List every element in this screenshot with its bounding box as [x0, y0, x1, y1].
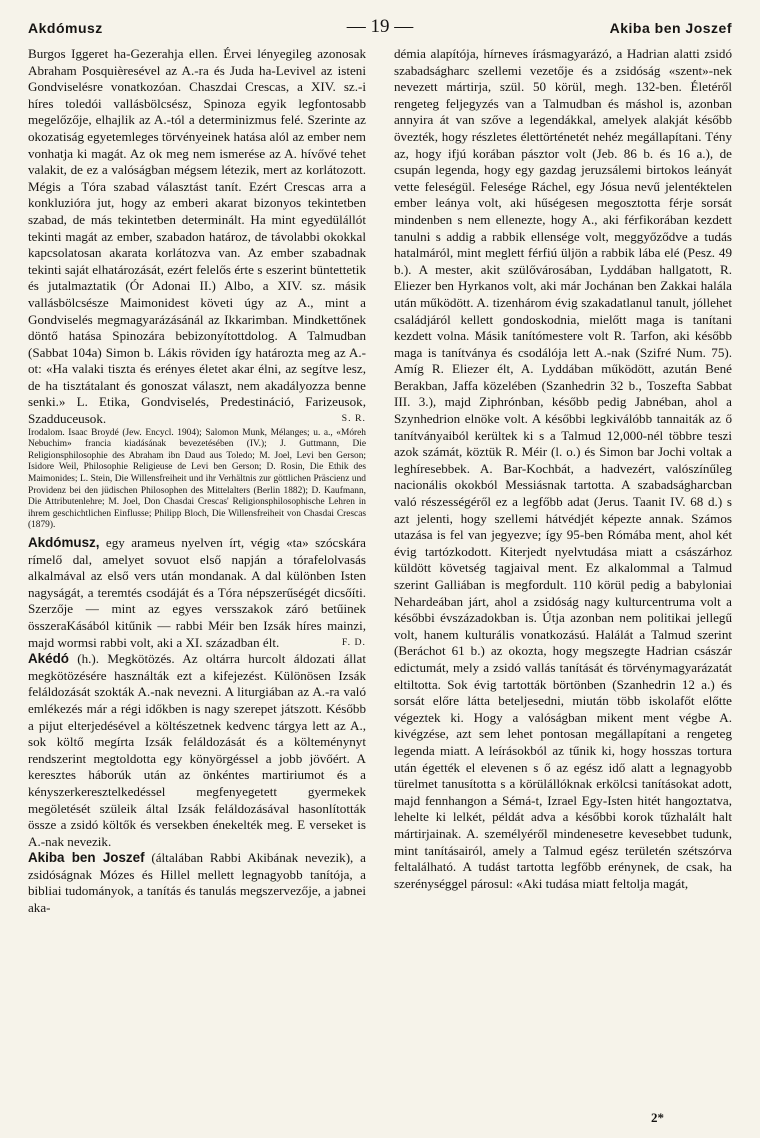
entry-akedo — [28, 651, 366, 850]
right-column — [394, 46, 732, 892]
entry-headword: Akiba ben Joszef — [28, 850, 145, 866]
page-number: — 19 — — [346, 16, 414, 37]
author-signature: F. D. — [341, 636, 366, 648]
printer-signature-mark: 2* — [651, 1110, 664, 1125]
entry-text: (h.). Megkötözés. Az oltárra hurcolt áldozati állat megkötözésére használták ezt a kifejezést. Különösen Izsák feláldozását szokták A.-nak nevezni. A liturgiában az A.-ra való emlékezés már a régi időkben is nagy szerepet játszott. Később a pijut elterjedésével a költészetnek kedvenc tárgya lett az A., sok költő megírta Izsák feláldozását és a költeménynyt rendszerint megtoldotta egy könyörgéssel a jobb jövőért. A keresztes háborúk után az önkéntes martiriumot és a kényszerkeresztelkedéssel megfenyegetett gyermekek megöletését szüleik által Izsák feláldozásával hasonlították össze a zsidó költők és versekben énekelték meg. E verseket is A.-nak nevezik. — [28, 651, 366, 849]
entry-akiba-continued: démia alapítója, hírneves írásmagyarázó, a Hadrian alatti zsidó szabadságharc szellemi vezetője és a zsidóság «szent»-nek nevezett mártirja, szül. 50 körül, megh. 132-ben. Életéről rengeteg feljegyzés van a Talmudban és máshol is, azonban annyira át van szőve a legendákkal, amelyek alakját később övezték, hogy részletes élettörténetét nehéz megállapítani. Tény az, hogy ifjú korában pásztor volt (Jeb. 86 b. és 16 a.), de csupán legenda, hogy egy gazdag jeruzsálemi birtokos leányát vette feleségül. Felesége Ráchel, egy Jósua nevű jelentéktelen ember leánya volt, aki hűségesen megosztotta férje sorsát mindenben s nem ellenezte, hogy A., aki férfikorában kezdett tanulni s addig a rabbik ellensége volt, meggyőződve a tudás hatalmáról, mint meglett férfiú üljön a rabbik lába elé (Pesz. 49 b.). A mester, akit szülővárosában, Lyddában hallgatott, R. Eliezer ben Hyrkanos volt, aki már Jochánan ben Zakkai halála után működött. A. tizenhárom évig szakadatlanul tanult, jóllehet családjáról kellett gondoskodnia, mielőtt maga is tanítani kezdett volna. Másik tanítómestere volt R. Tarfon, aki később maga is tanítványa és csodálója lett A.-nak (Szifré Num. 75). Amíg R. Eliezer élt, A. Lyddában működött, azután Bené Berakban, Jaffa közelében (Szanhedrin 32 b., Toszefta Sabbat III. 3.), majd Ziphrónban, később pedig Jabnéban, ahol a Szynhedrion elnöke volt. A későbbi legkiválóbb tannaiták az ő tanítványaiból kerültek ki s a Talmud 12,000-nél többre teszi azok számát, köztük R. Méir (l. o.) és Simon bar Jochi voltak a leghíresebbek. A. Bar-Kochbát, a hadvezért, valószínűleg nacionális okokból Messiásnak tartotta. A szabadságharcban való részességéről ez a legfőbb adat (Jerus. Taanit IV. 68 d.) s azt jelenti, hogy szellemi hátvédjét képezte annak. Számos utazása is fel van jegyezve; így 95-ben Rómába ment, ahol két évig tartózkodott. Kiterjedt nyelvtudása miatt a császárhoz küldött követség tagjaival ment. Ez alkalommal a Talmud szerint Galliában is megfordult. 110 körül pedig a babyloniai Nehardeában járt, ahol a zsidóság nagy kulturcentruma volt a későbbi évszázadokban is. Útja azonban nem politikai jellegű volt, hanem kulturális vonatkozású. Halálát a Talmud szerint (Beráchot 61 b.) az okozta, hogy megszegte Hadrian császár edictumát, mely a zsidó vallás tanítását és törvénymagyarázatát eltiltotta. Sok évig tartották börtönben (Szanhedrin 12 a.) és sorsát előre látta beteljesedni, miután több iskolafőt előtte végeztek ki. Hogy a valóságban mikent ment végbe A. kivégzése, azt sem lehet pontosan megállapítani a rengeteg legenda miatt. A leírásokból az tűnik ki, hogy hosszas tortura után égették el elevenen s ő az egész idő alatt a legnagyobb türelmet tanusította s a körülállóknak erkölcsi tanításokat adott, majd fennhangon a Sémá-t, Izrael Egy-Isten hitét hangoztatva, lehelte ki lelkét, példát adva a későbbi korok tűzhalált halt mártirjainak. A. személyéről mindenesetre kevesebbet tudunk, mint tanításairól, amely a Talmud egész területén szétszórva feltalálható. A tudást tartotta legfőbb erénynek, de csak, ha szerénységgel párosul: «Aki tudása miatt feltolja magát, — [394, 46, 732, 891]
entry-headword: Akdómusz, — [28, 535, 100, 550]
paragraph-text: Burgos Iggeret ha-Gezerahja ellen. Érvei lényegileg azonosak Abraham Posquièresével az A.-ra és Juda ha-Levivel az isteni Gondviselésre vonatkozóan. Chaszdai Crescas, a XIV. sz.-i híres toledói vallásbölcsész, Spinoza egyik legfontosabb megelőzője, elhajlik az A.-tól a determinizmus felé. Szerinte az okozatiság egyetemleges törvényeinek hatása alól az ember nem vonhatja ki magát. Az ok meg nem ismerése az A. hívővé tehet valakit, de ez a valóságban mégsem létezik, mert az korlátozott. Mégis a Tóra szabad választást tanít. Ezért Crescas arra a konkluzióra jut, hogy az emberi akarat bizonyos tekintetben szabad, de más tekintetben determinált. Ha mint egyedülállót tekinti magát az ember, szabadon határoz, de távolabbi okokkal kapcsolatosan akarata korlátozva van. Az ember szabadnak tekinti saját elhatározását, ezért felelős érte s eszerint büntettetik és jutalmaztatik (Ór Adonai II.) Albo, a XIV. sz. másik vallásbölcsésze Maimonidest követi úgy az A., mint a Gondviselés megmagyarázásánál az Ikkarimban. Mindkettőnek döntő hatása Spinozára bebizonyítottdolog. A Talmudban (Sabbat 104a) Simon b. Lákis röviden így határozta meg az A.-ot: «Ha valaki tiszta és erényes életet akar élni, az segítve lesz, de ha tisztátalant és gonoszat választ, nem akadályozza benne senki.» L. Etika, Gondviselés, Predestináció, Farizeusok, Szadduceusok. — [28, 46, 366, 427]
entry-akdomusz — [28, 535, 366, 651]
header-left-keyword: Akdómusz — [28, 20, 103, 36]
bibliography: Irodalom. Isaac Broydé (Jew. Encycl. 1904); Salomon Munk, Mélanges; u. a., «Móreh Nebuchim» francia kiadásának bevezetésében (IV.); J. Guttmann, Die Religionsphilosophie des Abraham ibn Daud aus Toledo; M. Joel, Levi ben Gerson; Isidore Weil, Philosophie Religieuse de Levi ben Gerson; D. Rosin, Die Ethik des Maimonides; L. Stein, Die Willensfreiheit und ihr Verhältnis zur göttlichen Präscienz und Providenz bei den jüdischen Philosophen des Mittelalters (Berlin 1882); D. Kaufmann, Die Attributenlehre; M. Joel, Don Chasdai Crescas' Religionsphilosophische Lehren in ihrem geschichtlichen Einflusse; Philipp Bloch, Die Willensfreiheit von Chasdai Crescas (1879). — [28, 427, 366, 531]
entry-text: egy arameus nyelven írt, végig «ta» szócskára rímelő dal, amelyet sovuot első napján a tórafelolvasás alkalmával az első vers után mondanak. A dal különben Isten nagyságát, a teremtés csodáját és a Tóra népszerűségét dicsőíti. Szerzője — mint az egyes versszakok záró betűinek összeraKásából kitűnik — rabbi Méir ben Izsák híres mainzi, majd wormsi rabbi volt, aki a XI. században élt. — [28, 535, 366, 650]
entry-akiba-ben-joszef — [28, 850, 366, 916]
left-column — [28, 46, 366, 917]
header-right-keyword: Akiba ben Joszef — [609, 20, 732, 36]
paragraph-akarat-szabadsaga-end — [28, 46, 366, 428]
author-signature: S. R. — [341, 413, 366, 425]
entry-headword: Akédó — [28, 651, 69, 667]
entry-text: (általában Rabbi Akibának nevezik), a zsidóságnak Mózes és Hillel mellett legnagyobb tanítója, a bibliai tudományok, a tanítás és tanulás megszervezője, a jabnei aka- — [28, 850, 366, 916]
running-header — [28, 14, 732, 40]
